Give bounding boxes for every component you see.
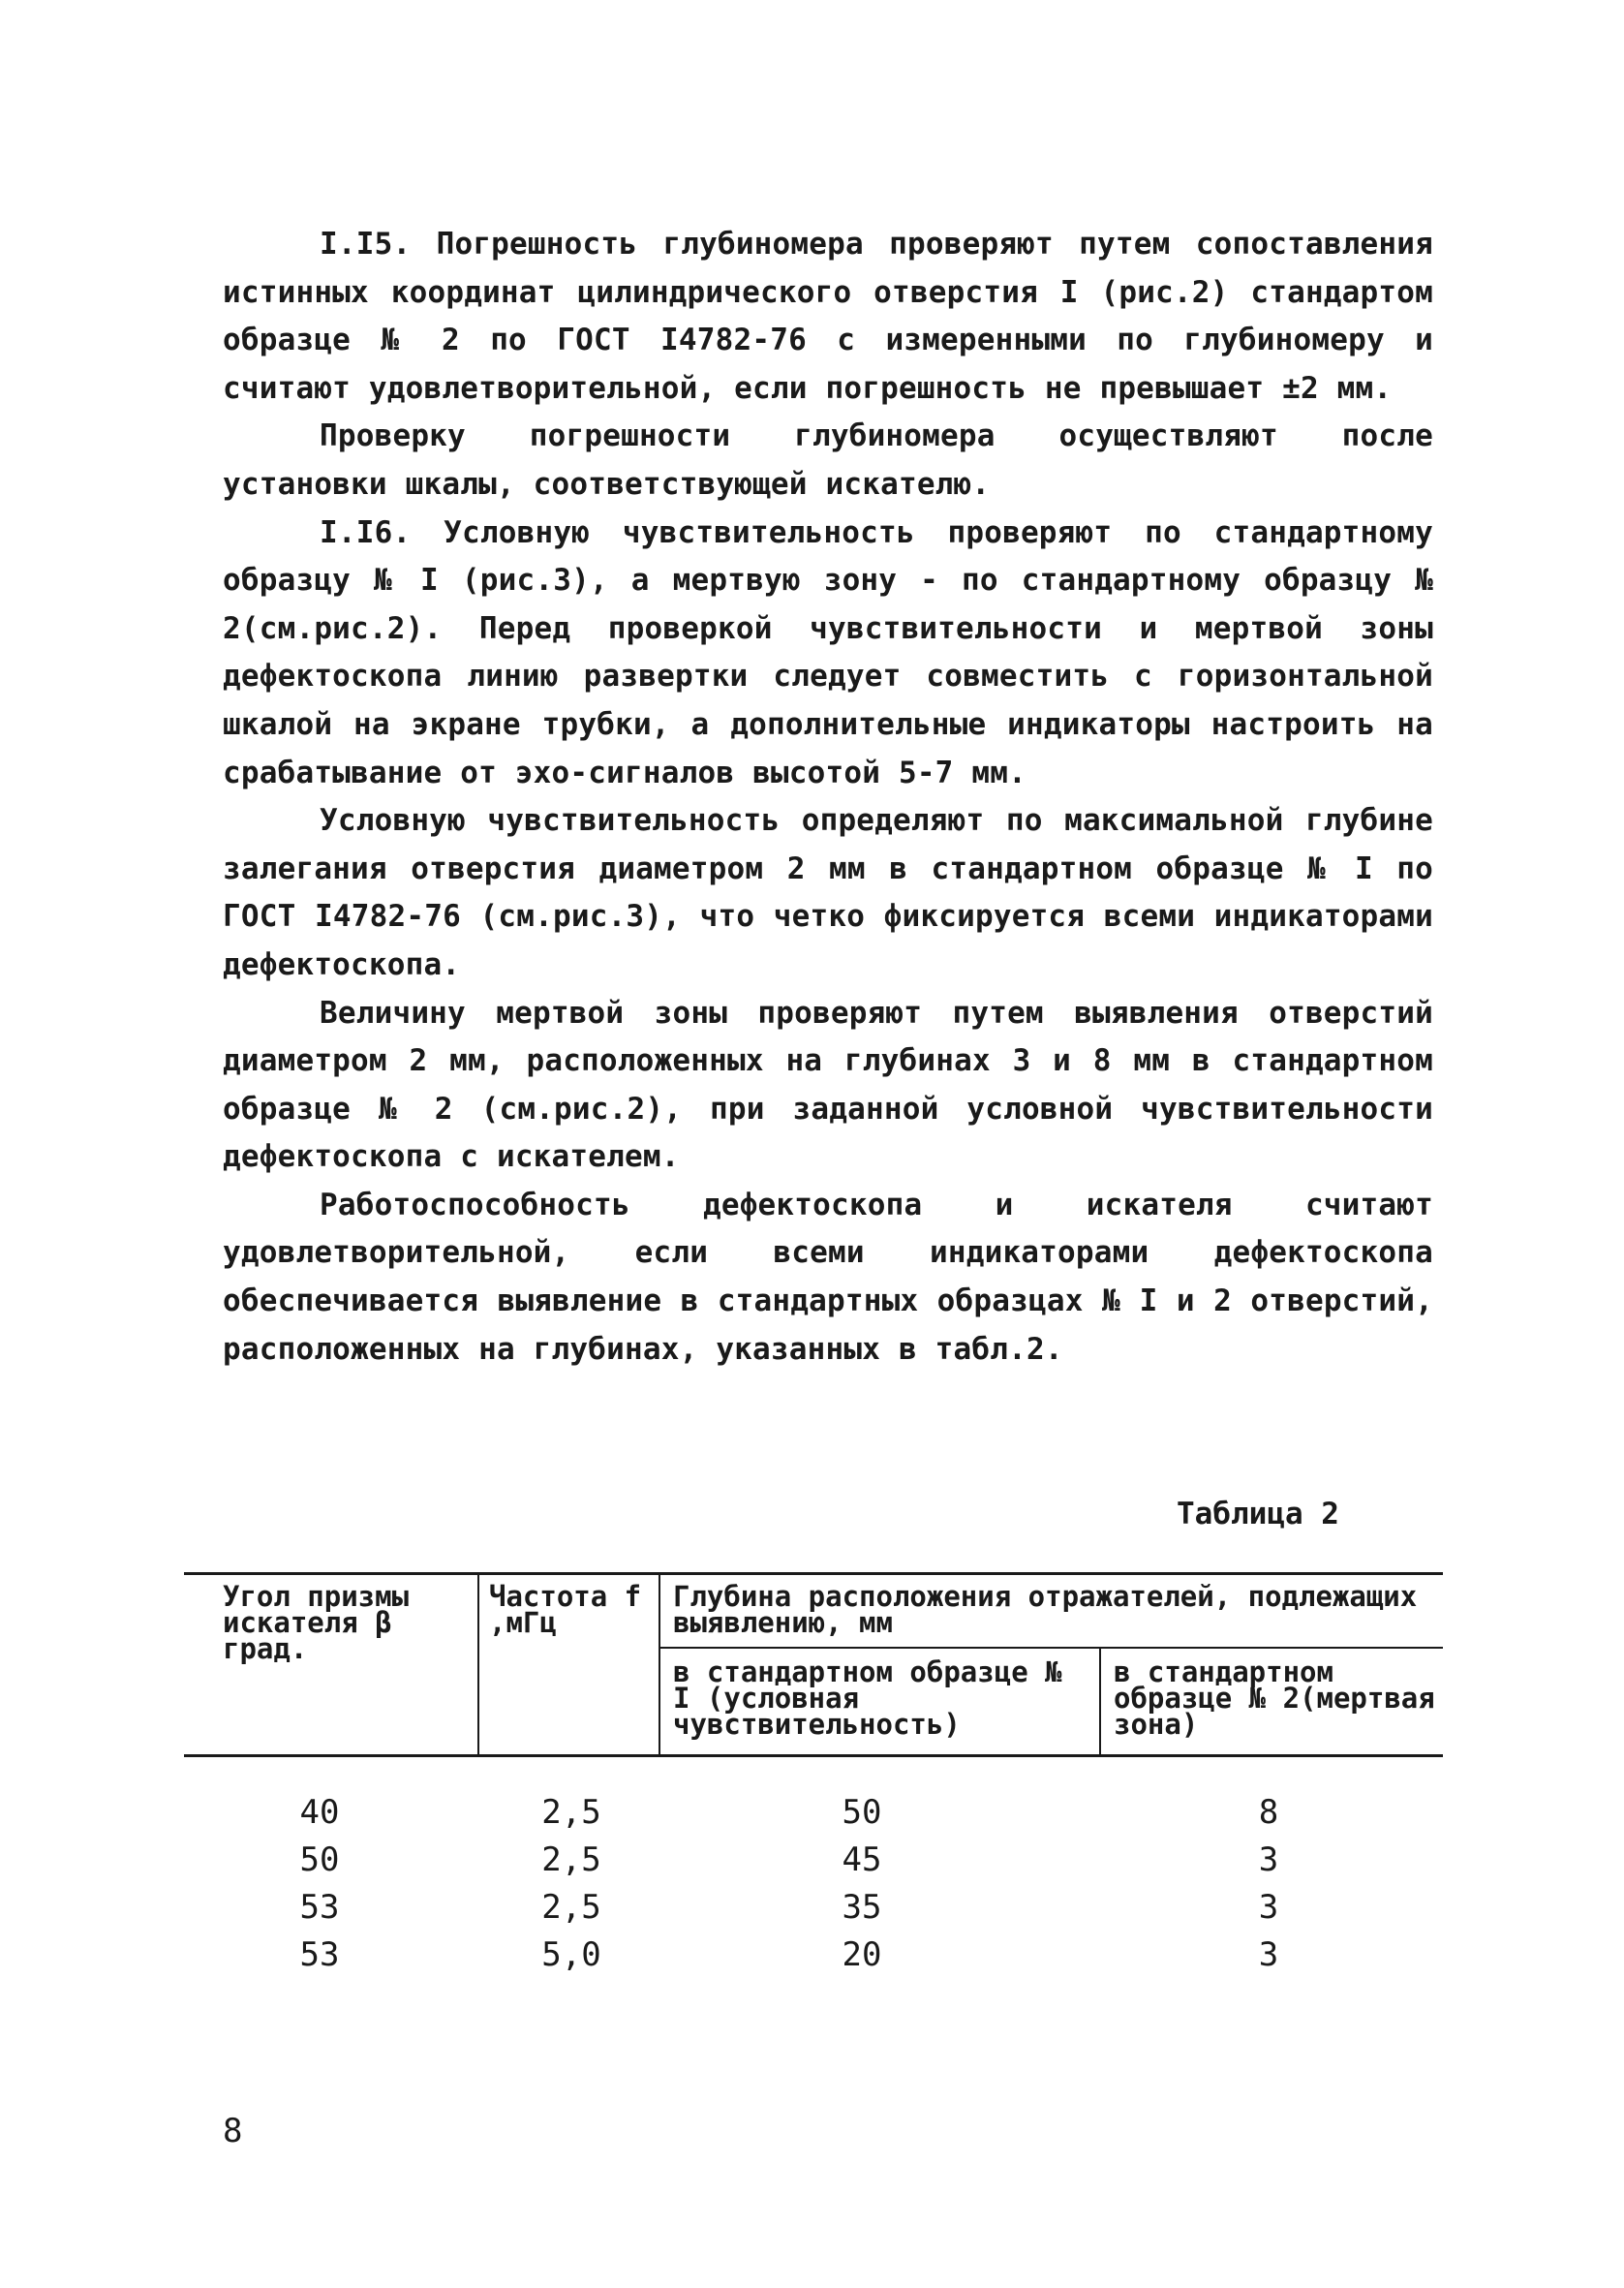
paragraph-depth-check: Проверку погрешности глубиномера осуществляют после установки шкалы, соответствующей искателю. [223, 418, 1433, 502]
table-top-rule [184, 1572, 1443, 1575]
table-cell: 40 [299, 1793, 340, 1832]
header-sample-1: в стандартном образце № I (условная чувствительность) [673, 1655, 1062, 1741]
header-depth-group: Глубина расположения отражателей, подлежащих выявлению, мм [673, 1580, 1418, 1639]
page-number: 8 [223, 2112, 243, 2150]
header-sample-2: в стандартном образце № 2(мертвая зона) [1114, 1655, 1435, 1741]
table-caption: Таблица 2 [1177, 1497, 1339, 1531]
table-header-bottom-rule [184, 1754, 1443, 1757]
table-cell: 20 [842, 1935, 882, 1974]
paragraph-operability: Работоспособность дефектоскопа и искателя считают удовлетворительной, если всеми индикаторами дефектоскопа обеспечивается выявление в стандартных образцах № I и 2 отверстий, расположенных на глубинах, указанных в табл.2. [223, 1187, 1433, 1367]
paragraph-dead-zone: Величину мертвой зоны проверяют путем выявления отверстий диаметром 2 мм, расположенных на глубинах 3 и 8 мм в стандартном образце № 2 (см.рис.2), при заданной условной чувствительности дефектоскопа с искателем. [223, 995, 1433, 1175]
table-subheader-rule [659, 1647, 1443, 1649]
paragraph-sensitivity: Условную чувствительность определяют по максимальной глубине залегания отверстия диаметром 2 мм в стандартном образце № I по ГОСТ I4782-76 (см.рис.3), что четко фиксируется всеми индикаторами дефектоскопа. [223, 803, 1433, 982]
header-frequency: Частота f ,мГц [489, 1580, 642, 1639]
table-cell: 3 [1258, 1840, 1279, 1879]
table-cell: 2,5 [541, 1840, 601, 1879]
table-cell: 2,5 [541, 1793, 601, 1832]
paragraph-1-15: I.I5. Погрешность глубиномера проверяют путем сопоставления истинных координат цилиндрического отверстия I (рис.2) стандартом образце № 2 по ГОСТ I4782-76 с измеренными по глубиномеру и считают удовлетворительной, если погрешность не превышает ±2 мм. [223, 227, 1433, 406]
body-text [223, 221, 1433, 1374]
header-angle: Угол призмы искателя β град. [223, 1580, 410, 1665]
table-2 [184, 1572, 1443, 1979]
table-col-divider-1 [477, 1572, 479, 1756]
table-cell: 50 [842, 1793, 882, 1832]
table-cell: 53 [299, 1888, 340, 1927]
table-cell: 45 [842, 1840, 882, 1879]
table-cell: 2,5 [541, 1888, 601, 1927]
paragraph-1-16: I.I6. Условную чувствительность проверяют по стандартному образцу № I (рис.3), а мертвую зону - по стандартному образцу № 2(см.рис.2). Перед проверкой чувствительности и мертвой зоны дефектоскопа линию развертки следует совместить с горизонтальной шкалой на экране трубки, а дополнительные индикаторы настроить на срабатывание от эхо-сигналов высотой 5-7 мм. [223, 514, 1433, 790]
table-cell: 35 [842, 1888, 882, 1927]
table-cell: 5,0 [541, 1935, 601, 1974]
table-cell: 8 [1258, 1793, 1279, 1832]
table-cell: 3 [1258, 1888, 1279, 1927]
table-cell: 53 [299, 1935, 340, 1974]
table-col-divider-3 [1099, 1647, 1101, 1756]
table-cell: 3 [1258, 1935, 1279, 1974]
table-col-divider-2 [659, 1572, 660, 1756]
table-cell: 50 [299, 1840, 340, 1879]
